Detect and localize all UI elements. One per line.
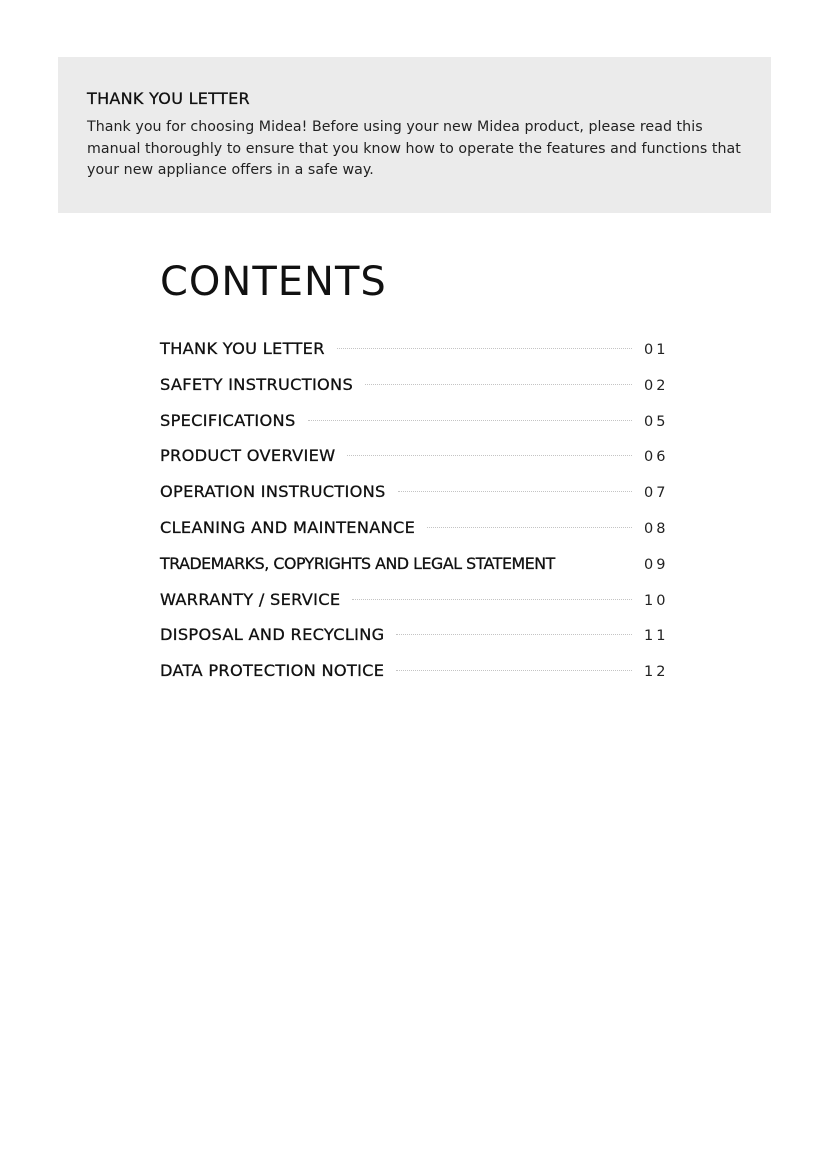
toc-dotted-leader <box>427 527 632 528</box>
toc-entry-label: WARRANTY / SERVICE <box>160 589 341 609</box>
toc-dotted-leader <box>347 455 632 456</box>
toc-dotted-leader <box>365 384 632 385</box>
toc-entry-cleaning-and-maintenance[interactable] <box>160 518 672 554</box>
thank-you-letter-box <box>58 57 771 213</box>
toc-entry-label: TRADEMARKS, COPYRIGHTS AND LEGAL STATEMENT <box>160 553 555 573</box>
toc-entry-page: 09 <box>644 556 669 573</box>
toc-entry-label: OPERATION INSTRUCTIONS <box>160 482 386 502</box>
toc-entry-label: DATA PROTECTION NOTICE <box>160 661 385 681</box>
toc-entry-specifications[interactable] <box>160 411 672 447</box>
toc-dotted-leader <box>352 599 632 600</box>
toc-entry-label: SPECIFICATIONS <box>160 410 296 430</box>
toc-entry-label: PRODUCT OVERVIEW <box>160 446 336 466</box>
toc-entry-page: 08 <box>644 520 669 537</box>
toc-entry-safety-instructions[interactable] <box>160 375 672 411</box>
toc-entry-label: SAFETY INSTRUCTIONS <box>160 374 354 394</box>
toc-entry-label: THANK YOU LETTER <box>160 339 325 358</box>
toc-entry-operation-instructions[interactable] <box>160 482 672 518</box>
toc-dotted-leader <box>308 420 632 421</box>
toc-entry-page: 06 <box>644 449 669 466</box>
toc-entry-page: 02 <box>644 377 669 394</box>
toc-entry-trademarks-copyrights-legal[interactable] <box>160 554 672 590</box>
toc-entry-label: DISPOSAL AND RECYCLING <box>160 625 385 645</box>
toc-dotted-leader <box>396 634 632 635</box>
toc-entry-label: CLEANING AND MAINTENANCE <box>160 517 416 537</box>
toc-entry-page: 12 <box>644 664 669 681</box>
toc-entry-page: 10 <box>644 592 669 609</box>
toc-entry-product-overview[interactable] <box>160 446 672 482</box>
toc-entry-disposal-and-recycling[interactable] <box>160 625 672 661</box>
toc-entry-page: 11 <box>644 628 669 645</box>
toc-dotted-leader <box>396 670 632 671</box>
toc-entry-page: 05 <box>644 413 669 430</box>
toc-entry-data-protection-notice[interactable] <box>160 661 672 697</box>
thank-you-letter-body: Thank you for choosing Midea! Before using your new Midea product, please read this manual thoroughly to ensure that you know how to operate the features and functions that your new appliance offers in a safe way. <box>87 119 741 178</box>
contents-title: CONTENTS <box>160 259 387 305</box>
toc-dotted-leader <box>337 348 632 349</box>
toc-entry-page: 01 <box>644 342 669 358</box>
toc-dotted-leader <box>398 491 632 492</box>
toc-entry-thank-you-letter[interactable] <box>160 339 672 375</box>
toc-entry-page: 07 <box>644 485 669 502</box>
thank-you-letter-title: THANK YOU LETTER <box>87 89 250 108</box>
toc-entry-warranty-service[interactable] <box>160 590 672 626</box>
table-of-contents <box>160 339 672 697</box>
